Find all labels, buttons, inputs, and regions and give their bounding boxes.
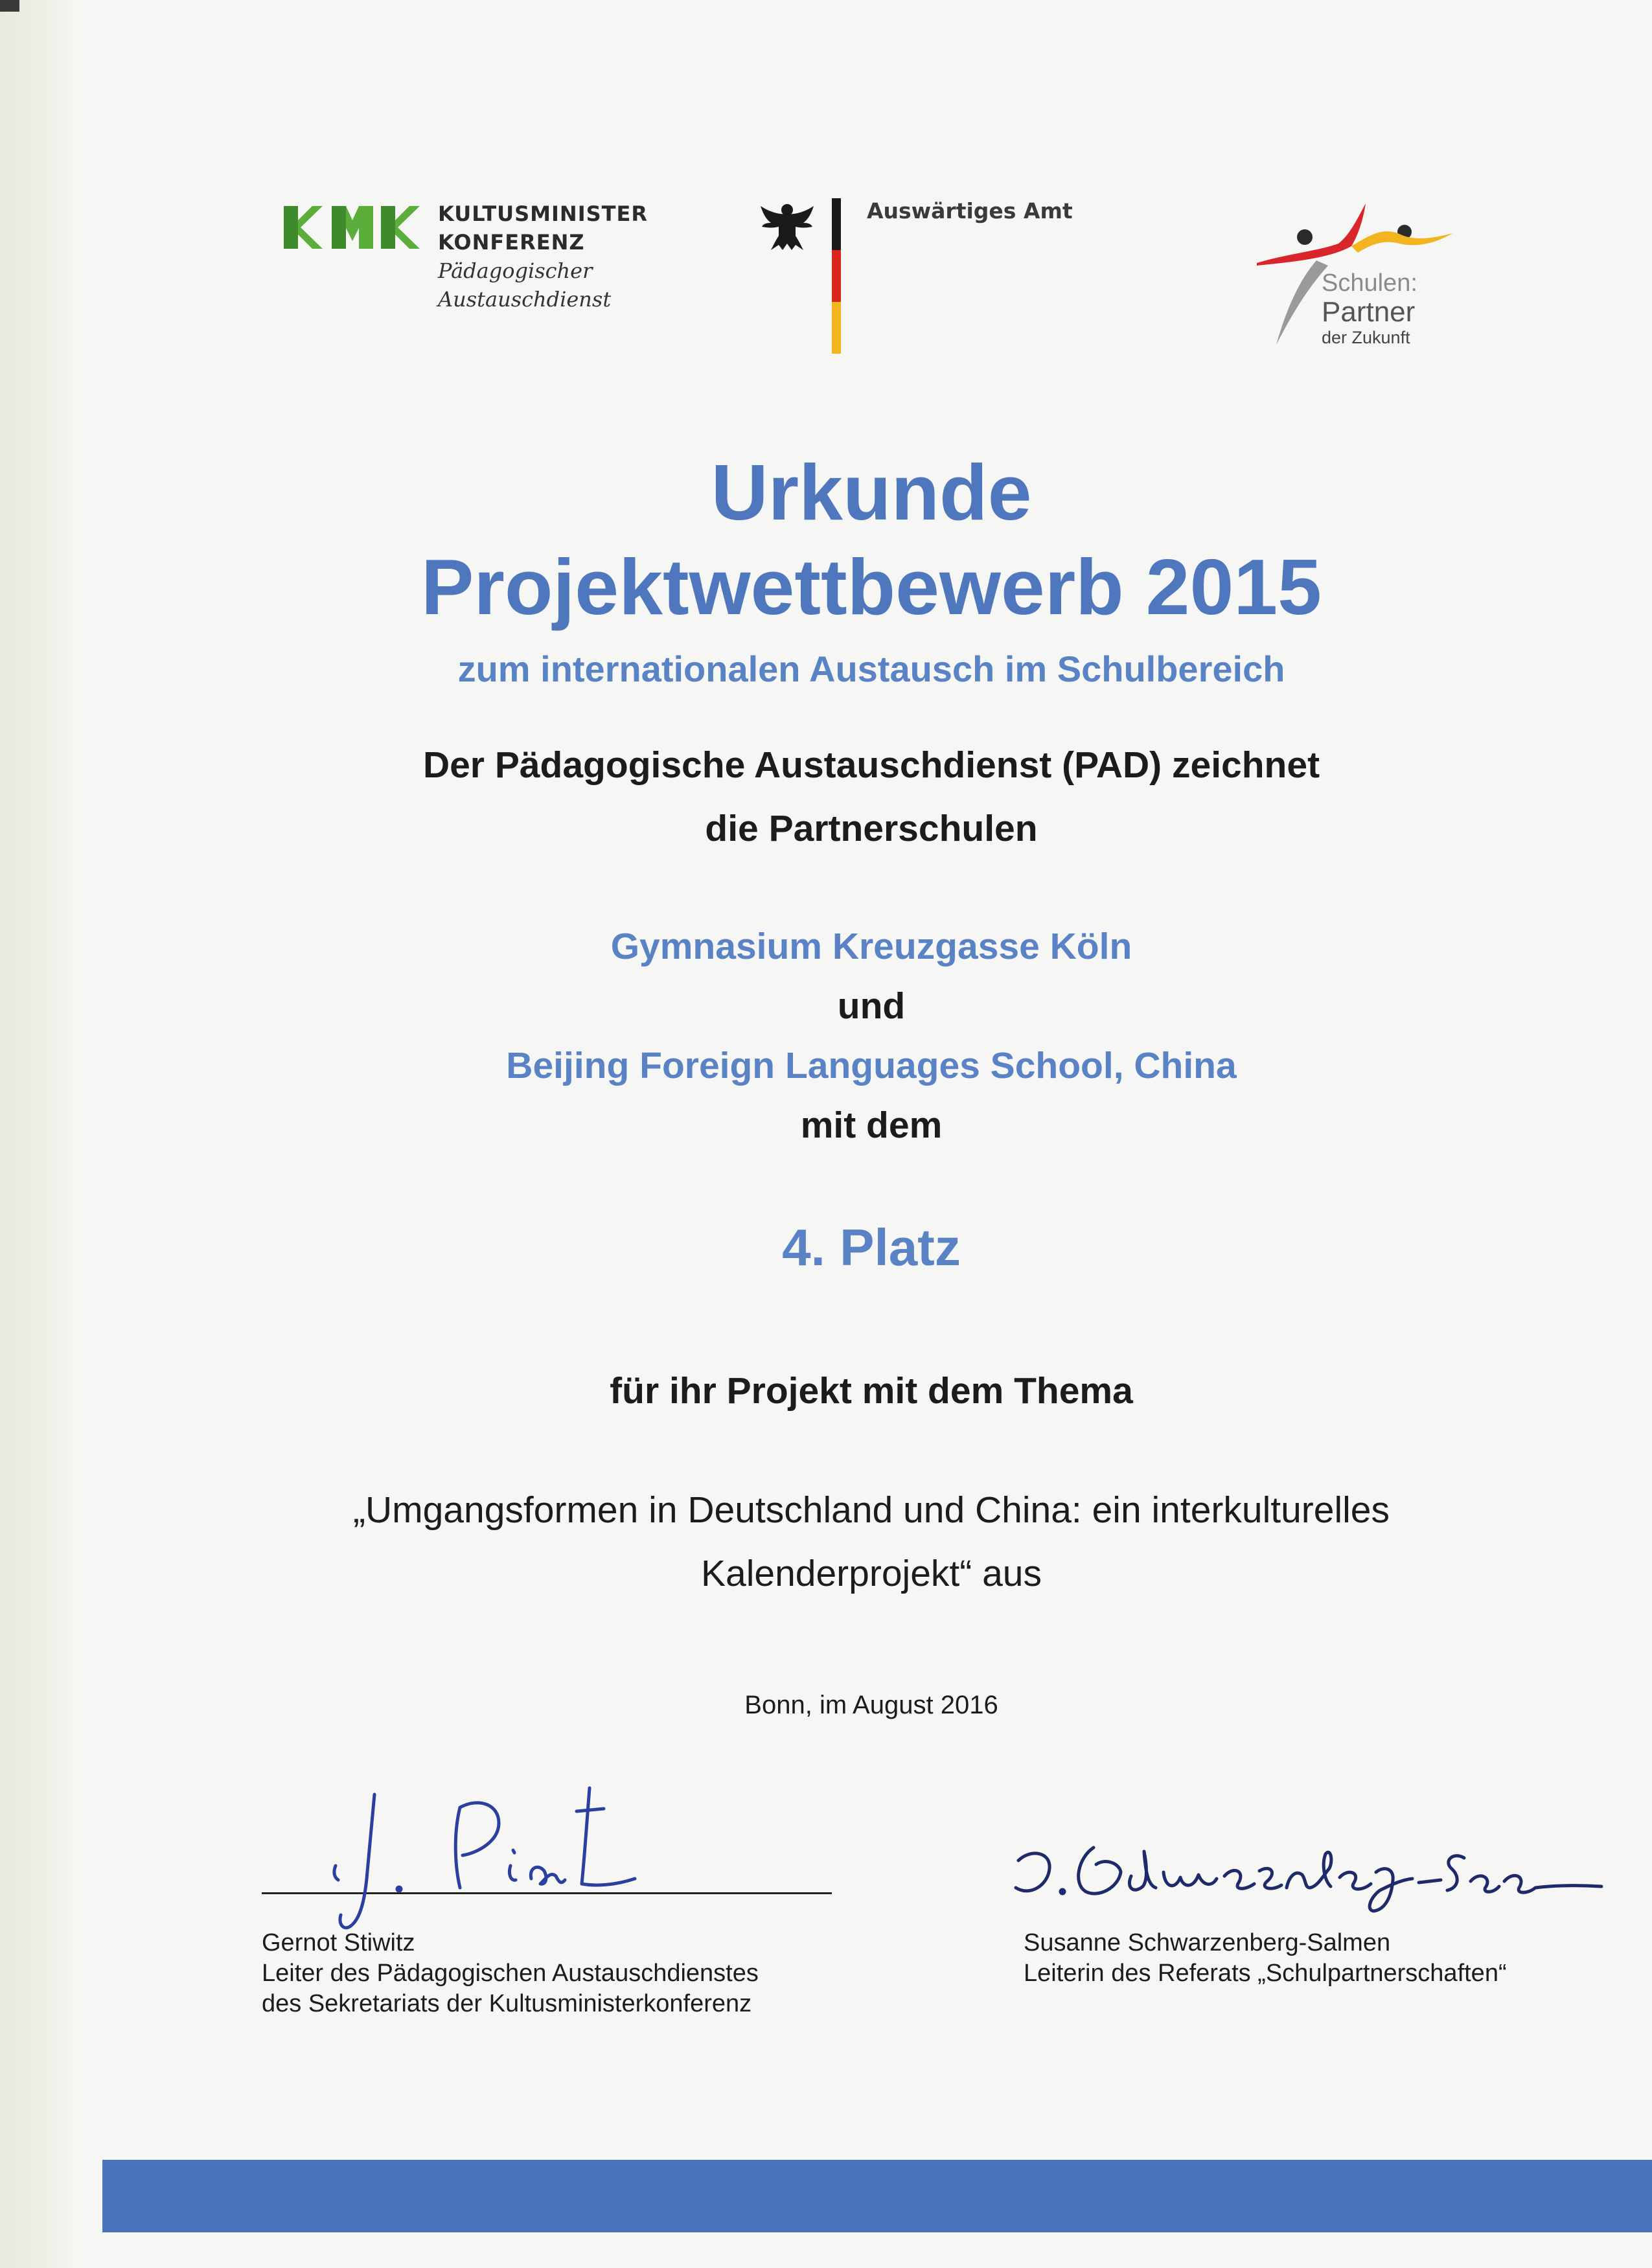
footer-color-band	[102, 2160, 1652, 2232]
conjunction-und: und	[837, 985, 906, 1027]
signatory-left-role-1: Leiter des Pädagogischen Austauschdienstes	[262, 1960, 759, 1987]
place-and-date: Bonn, im August 2016	[744, 1691, 998, 1719]
project-topic-line-1: „Umgangsformen in Deutschland und China: ein interkulturelles	[352, 1489, 1390, 1531]
flag-black	[832, 198, 841, 250]
certificate-title: Urkunde	[711, 448, 1032, 536]
flag-red	[832, 250, 841, 302]
award-intro-line-2: die Partnerschulen	[705, 808, 1038, 849]
pasch-line-3: der Zukunft	[1322, 328, 1410, 347]
signatory-right-name: Susanne Schwarzenberg-Salmen	[1024, 1929, 1391, 1956]
competition-title: Projektwettbewerb 2015	[420, 543, 1322, 631]
handwritten-signature-icon	[1011, 1826, 1607, 1916]
school-name-2: Beijing Foreign Languages School, China	[506, 1045, 1237, 1086]
competition-subtitle: zum internationalen Austausch im Schulbereich	[457, 648, 1285, 689]
flag-gold	[832, 302, 841, 354]
kmk-logo-icon	[284, 206, 420, 249]
award-placement: 4. Platz	[782, 1219, 961, 1276]
award-intro-line-1: Der Pädagogische Austauschdienst (PAD) zeichnet	[422, 744, 1320, 786]
kmk-wordmark	[438, 200, 648, 314]
pasch-wordmark	[1322, 271, 1417, 347]
kmk-line-2: KONFERENZ	[438, 230, 585, 255]
signatory-right	[1024, 1928, 1507, 1989]
federal-eagle-icon	[759, 200, 815, 253]
german-flag-bar	[832, 198, 841, 354]
kmk-line-4: Austauschdienst	[438, 287, 612, 312]
school-name-1: Gymnasium Kreuzgasse Köln	[610, 926, 1132, 967]
signatory-left	[262, 1928, 759, 2019]
project-topic-line-2: Kalenderprojekt“ aus	[701, 1553, 1042, 1594]
pasch-line-2: Partner	[1322, 296, 1416, 328]
signatory-left-name: Gernot Stiwitz	[262, 1929, 415, 1956]
signatory-left-role-2: des Sekretariats der Kultusministerkonferenz	[262, 1990, 752, 2017]
signatory-right-role-1: Leiterin des Referats „Schulpartnerschaften“	[1024, 1960, 1507, 1987]
handwritten-signature-icon	[304, 1769, 667, 1930]
pasch-line-1: Schulen:	[1322, 269, 1417, 297]
kmk-line-3: Pädagogischer	[438, 258, 593, 283]
mit-dem-text: mit dem	[800, 1105, 943, 1146]
auswaertiges-amt-label: Auswärtiges Amt	[867, 198, 1073, 223]
project-intro: für ihr Projekt mit dem Thema	[610, 1370, 1133, 1412]
kmk-line-1: KULTUSMINISTER	[438, 201, 648, 226]
